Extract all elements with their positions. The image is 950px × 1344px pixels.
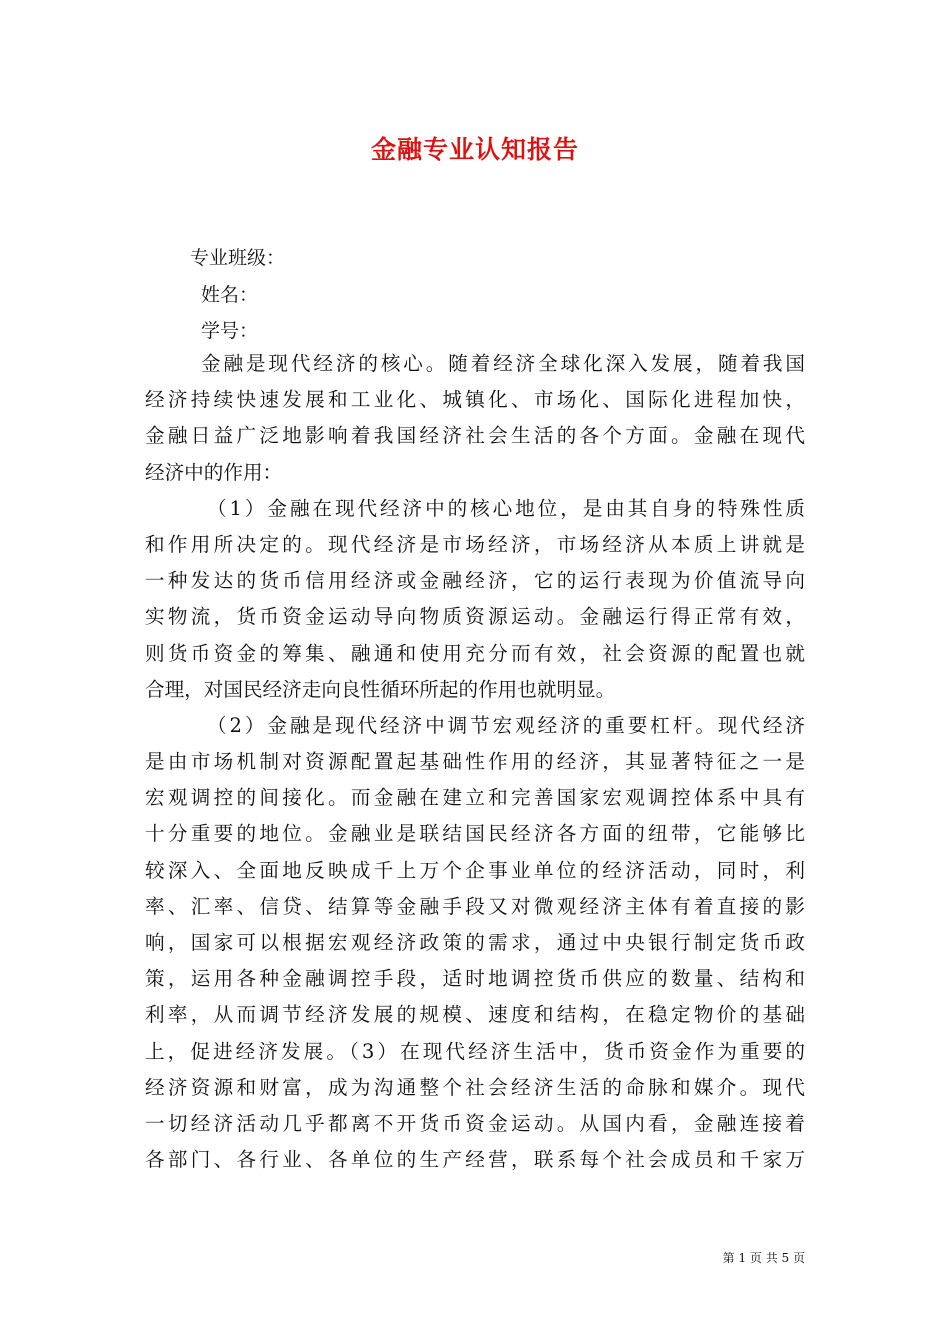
major-class-field: 专业班级： — [190, 247, 286, 269]
text-line: 策，运用各种金融调控手段，适时地调控货币供应的数量、结构和 — [145, 967, 805, 991]
text-line: 是由市场机制对资源配置起基础性作用的经济，其显著特征之一是 — [145, 750, 805, 774]
text-line: 响，国家可以根据宏观经济政策的需求，通过中央银行制定货币政 — [145, 931, 805, 954]
text-line: 十分重要的地位。金融业是联结国民经济各方面的纽带，它能够比 — [145, 822, 805, 846]
text-line: 率、汇率、信贷、结算等金融手段又对微观经济主体有着直接的影 — [145, 894, 805, 918]
name-field: 姓名： — [201, 284, 259, 306]
report-body — [145, 346, 805, 1178]
text-line: 则货币资金的筹集、融通和使用充分而有效，社会资源的配置也就 — [145, 641, 805, 665]
student-id-field: 学号： — [201, 320, 259, 342]
text-line: 较深入、全面地反映成千上万个企事业单位的经济活动，同时，利 — [145, 858, 805, 882]
text-line: 经济资源和财富，成为沟通整个社会经济生活的命脉和媒介。现代 — [145, 1075, 805, 1099]
text-line: 合理，对国民经济走向良性循环所起的作用也就明显。 — [145, 677, 616, 701]
text-line: 利率，从而调节经济发展的规模、速度和结构，在稳定物价的基础 — [145, 1003, 805, 1027]
text-line: 实物流，货币资金运动导向物质资源运动。金融运行得正常有效， — [145, 605, 805, 629]
page-number: 第 1 页 共 5 页 — [722, 1251, 805, 1265]
text-line: 上，促进经济发展。（3）在现代经济生活中，货币资金作为重要的 — [145, 1039, 805, 1063]
text-line: 经济持续快速发展和工业化、城镇化、市场化、国际化进程加快， — [145, 388, 805, 412]
document-title: 金融专业认知报告 — [370, 135, 579, 164]
text-line: 一切经济活动几乎都离不开货币资金运动。从国内看，金融连接着 — [145, 1111, 805, 1135]
text-line: （2）金融是现代经济中调节宏观经济的重要杠杆。现代经济 — [207, 713, 805, 737]
text-line: 宏观调控的间接化。而金融在建立和完善国家宏观调控体系中具有 — [145, 786, 805, 810]
text-line: 金融是现代经济的核心。随着经济全球化深入发展，随着我国 — [201, 352, 805, 375]
text-line: （1）金融在现代经济中的核心地位，是由其自身的特殊性质 — [207, 496, 805, 520]
text-line: 一种发达的货币信用经济或金融经济，它的运行表现为价值流导向 — [145, 569, 805, 593]
text-line: 金融日益广泛地影响着我国经济社会生活的各个方面。金融在现代 — [145, 424, 805, 448]
text-line: 各部门、各行业、各单位的生产经营，联系每个社会成员和千家万 — [145, 1148, 805, 1172]
text-line: 经济中的作用： — [145, 460, 283, 484]
text-line: 和作用所决定的。现代经济是市场经济，市场经济从本质上讲就是 — [145, 532, 805, 556]
